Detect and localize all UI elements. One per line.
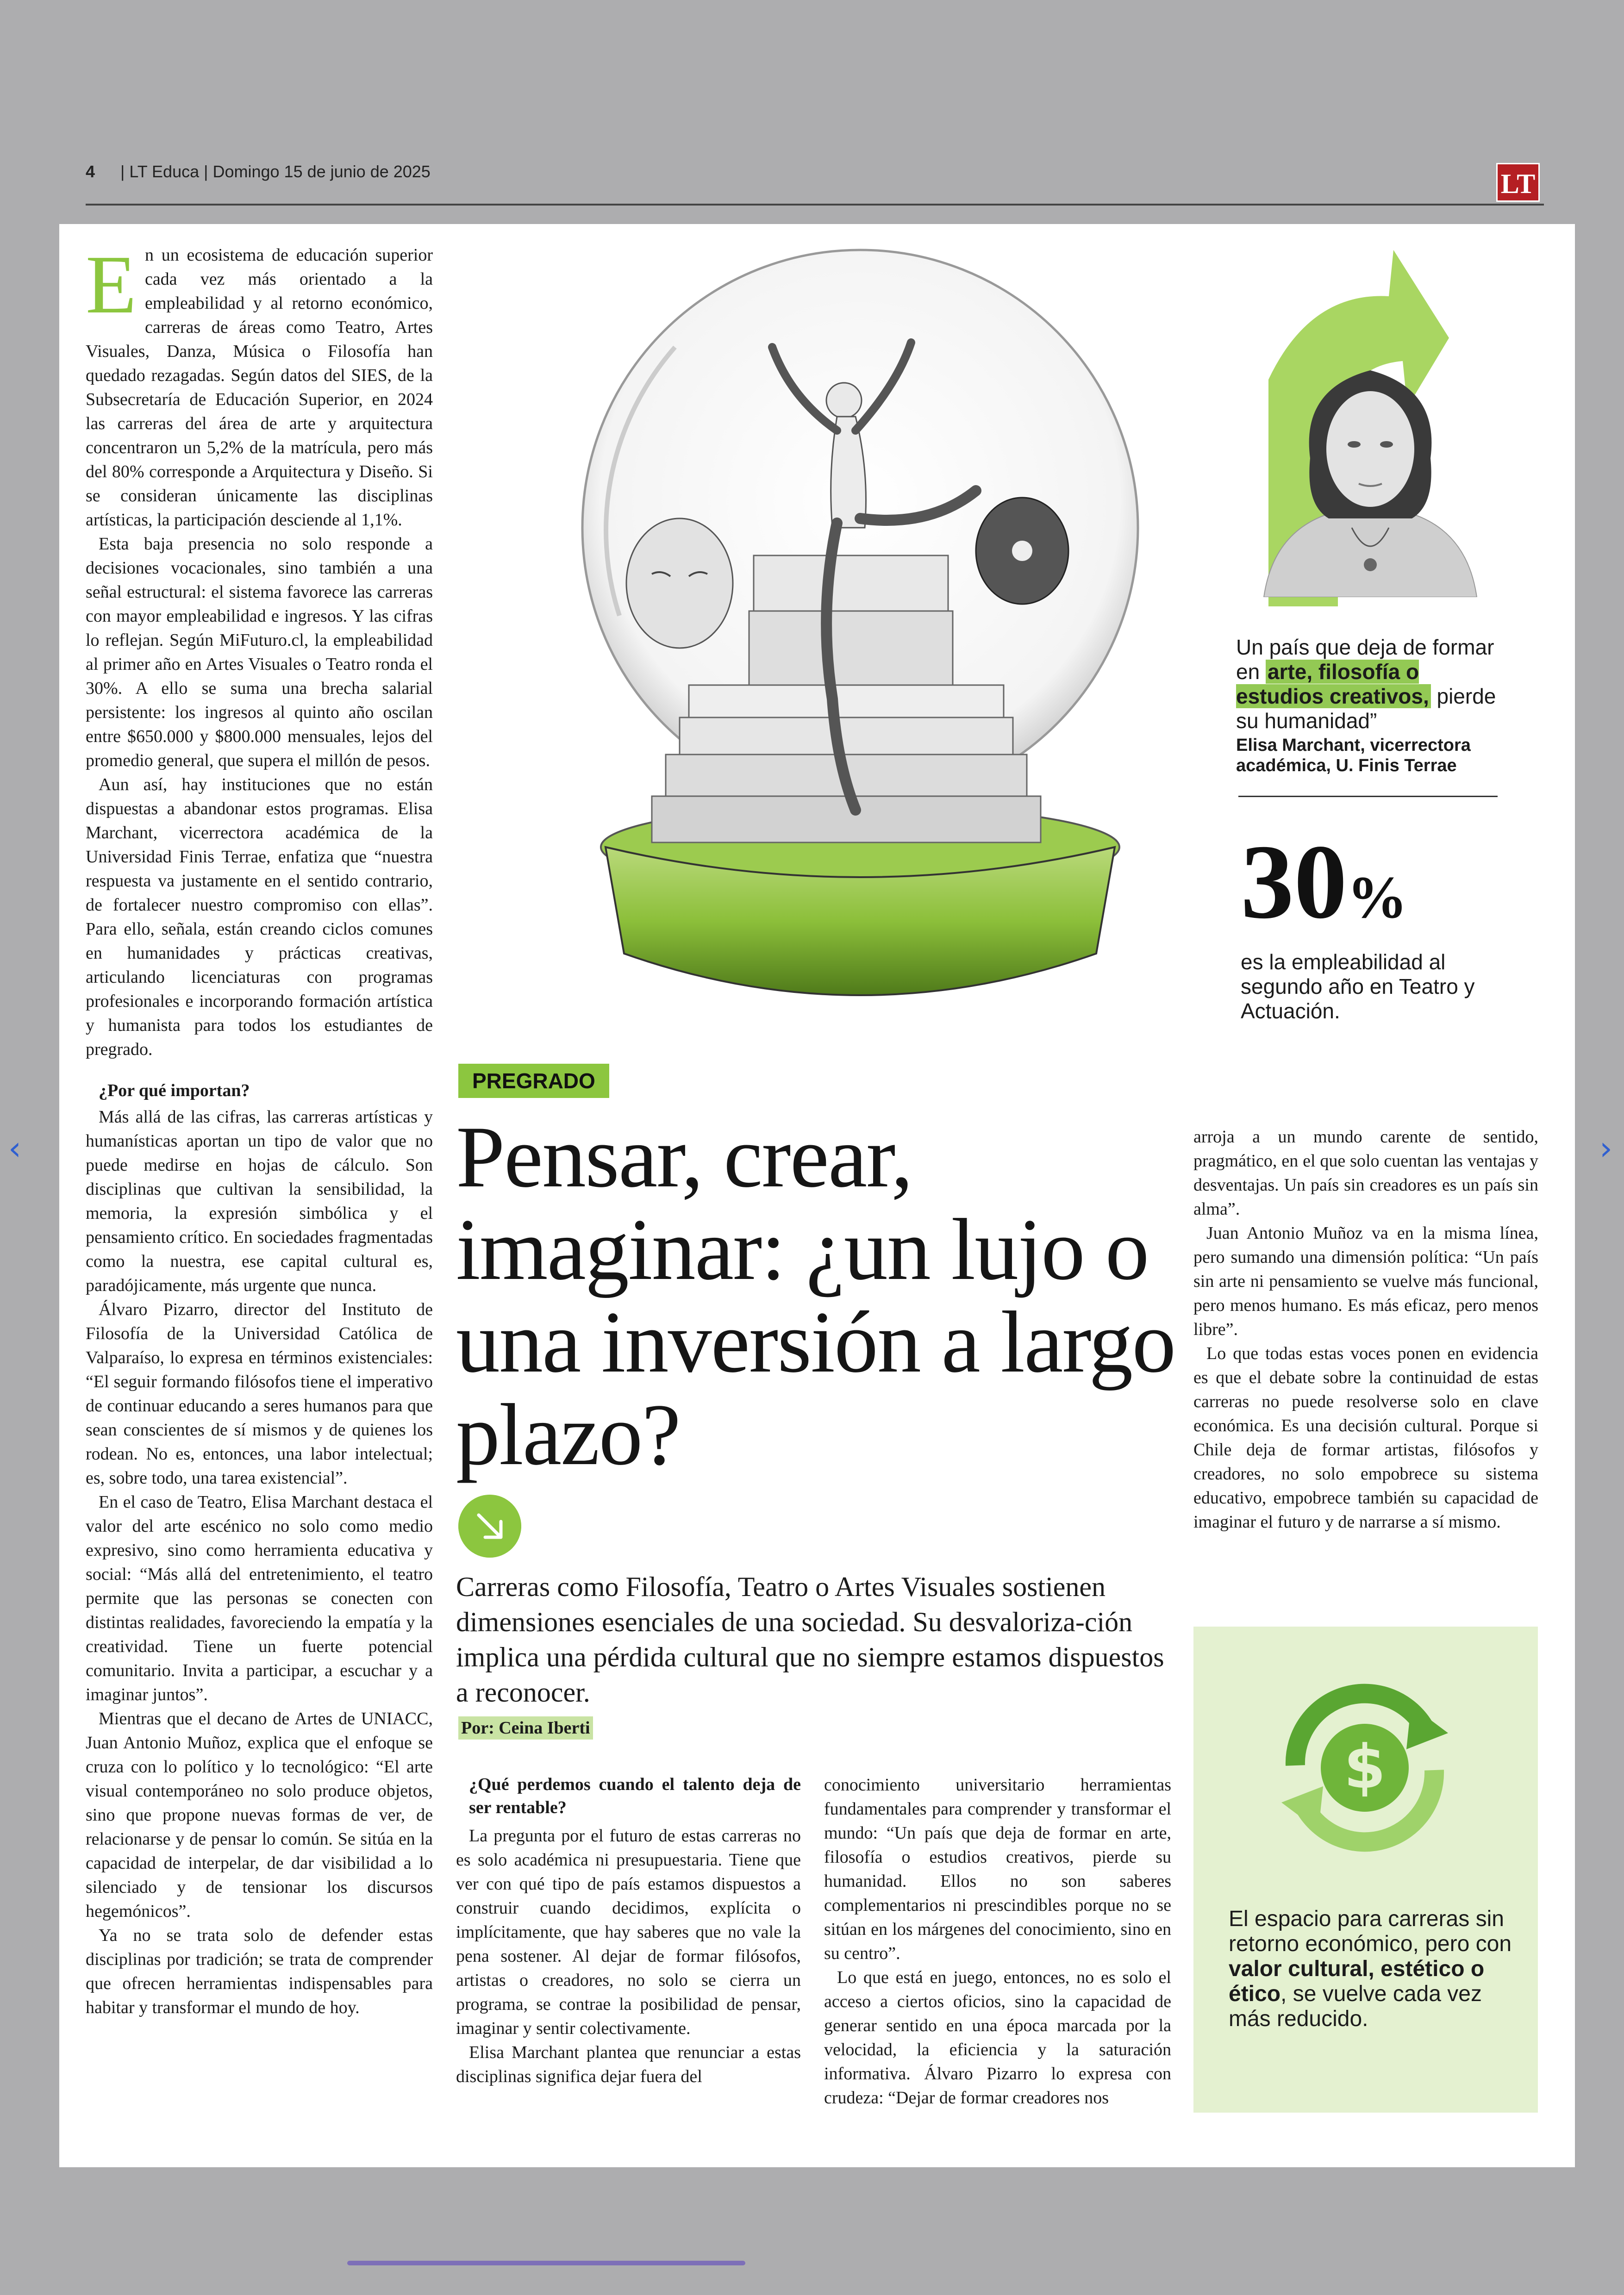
sidebar-text-1: El espacio para carreras sin retorno económico, pero con	[1229, 1907, 1512, 1956]
quote-attribution: Elisa Marchant, vicerrectora académica, U. Finis Terrae	[1236, 736, 1471, 775]
sidebar-text-2: , se vuelve cada vez más reducido.	[1229, 1982, 1482, 2031]
page-number: 4	[86, 162, 95, 181]
sidebar-text-bold: valor cultural, estético o ético	[1229, 1957, 1485, 2006]
paragraph: Aun así, hay instituciones que no están dispuestas a abandonar estos programas. Elisa Marchant, vicerrectora académica de la Universidad Finis Terrae, enfatiza que “nuestra respuesta va justamente en el sentido contrario, de fortalecer nuestro compromiso con ellas”. Para ello, señala, están creando ciclos comunes en humanidades y prácticas creativas, articulando licenciaturas con programas profesionales e incorporando formación artística y humanista para todos los estudiantes de pregrado.	[86, 775, 433, 1059]
section-subhead: ¿Qué perdemos cuando el talento deja de ser rentable?	[469, 1775, 801, 1817]
section-kicker: PREGRADO	[458, 1064, 609, 1098]
paragraph: Lo que está en juego, entonces, no es solo el acceso a ciertos oficios, sino la capacidad de generar sentido en una época marcada por la velocidad, la eficiencia y la saturación informativa. Álvaro Pizarro lo expresa con crudeza: “Dejar de formar creadores nos	[824, 1968, 1171, 2108]
section-dateline: | LT Educa | Domingo 15 de junio de 2025	[120, 162, 431, 181]
paragraph: Elisa Marchant plantea que renunciar a estas disciplinas significa dejar fuera del	[456, 2043, 801, 2086]
paragraph: Más allá de las cifras, las carreras artísticas y humanísticas aportan un tipo de valor que no puede medirse en hojas de cálculo. Son disciplinas que cultivan la sensibilidad, la memoria, la expresión simbólica y el pensamiento crítico. En sociedades fragmentadas como la nuestra, ese capital cultural es, paradójicamente, más urgente que nunca.	[86, 1107, 433, 1295]
column-1	[86, 238, 433, 2020]
stat-number: 30	[1241, 823, 1347, 941]
paragraph: Esta baja presencia no solo responde a decisiones vocacionales, sino también a una señal estructural: el sistema favorece las carreras con mayor empleabilidad e ingresos. Y las cifras lo reflejan. Según MiFuturo.cl, la empleabilidad al primer año en Artes Visuales o Teatro ronda el 30%. A ello se suma una brecha salarial persistente: los ingresos al quinto año oscilan entre $650.000 y $800.000 mensuales, lejos del promedio general, que supera el millón de pesos.	[86, 534, 433, 770]
dropcap: E	[86, 238, 137, 331]
paragraph: Álvaro Pizarro, director del Instituto de Filosofía de la Universidad Católica de Valparaíso, lo expresa en términos existenciales: “El seguir formando filósofos tiene el imperativo de continuar educando a seres humanos para que sean conscientes de sí mismos y de quienes los rodean. No es, entonces, una labor intelectual; es, sobre todo, una tarea existencial”.	[86, 1300, 433, 1488]
column-4	[1193, 1125, 1538, 1534]
portrait-photo	[1236, 352, 1505, 597]
paragraph: En el caso de Teatro, Elisa Marchant destaca el valor del arte escénico no solo como medio expresivo, sino como herramienta educativa y social: “Más allá del entretenimiento, el teatro permite que las personas se conecten con distintas realidades, favoreciendo la empatía y la creatividad. Tiene un fuerte potencial comunitario. Invita a participar, a escuchar y a imaginar juntos”.	[86, 1492, 433, 1704]
quote-text-end: pierde su humanidad”	[1236, 684, 1496, 733]
prev-page-button[interactable]: ‹	[8, 1129, 21, 1167]
paragraph: conocimiento universitario herramientas fundamentales para comprender y transformar el mundo: “Un país que deja de formar en arte, filosofía o estudios creativos, pierde su humanidad. Ellos no son saberes complementarios ni prescindibles porque no se sitúan en los márgenes del conocimiento, sino en su centro”.	[824, 1775, 1171, 1963]
stat-figure	[1241, 823, 1407, 951]
snow-globe-illustration	[513, 231, 1207, 1046]
sidebar-box	[1193, 1627, 1538, 2113]
deck: Carreras como Filosofía, Teatro o Artes Visuales sostienen dimensiones esenciales de una sociedad. Su desvaloriza-ción implica una pérdida cultural que no siempre estamos dispuestos a reconocer.	[456, 1572, 1164, 1708]
stat-unit: %	[1347, 864, 1407, 931]
headline: Pensar, crear, imaginar: ¿un lujo o una inversión a largo plazo?	[456, 1109, 1175, 1484]
page-scrollbar[interactable]	[347, 2261, 745, 2265]
paragraph: Juan Antonio Muñoz va en la misma línea, pero sumando una dimensión política: “Un país sin arte ni pensamiento se vuelve más funcional, pero menos humano. Es más eficaz, pero menos libre”.	[1193, 1223, 1538, 1339]
byline: Por: Ceina Iberti	[458, 1716, 593, 1740]
section-subhead: ¿Por qué importan?	[99, 1081, 250, 1100]
paragraph: Lo que todas estas voces ponen en evidencia es que el debate sobre la continuidad de estas carreras no puede resolverse solo en clave económica. Es una decisión cultural. Porque si Chile deja de formar artistas, filósofos y creadores, no solo empobrece su sistema educativo, empobrece también su capacidad de imaginar el futuro y de narrarse a sí mismo.	[1193, 1344, 1538, 1532]
pull-quote	[1236, 635, 1505, 776]
paragraph: Ya no se trata solo de defender estas disciplinas por tradición; se trata de comprender que ofrecen herramientas indispensables para habitar y transformar el mundo de hoy.	[86, 1926, 433, 2017]
money-cycle-icon	[1249, 1668, 1480, 1867]
lt-logo: LT	[1496, 163, 1540, 202]
column-2	[456, 1773, 801, 2089]
paragraph: n un ecosistema de educación superior cada vez más orientado a la empleabilidad y al retorno económico, carreras de áreas como Teatro, Artes Visuales, Danza, Música o Filosofía han quedado rezagadas. Según datos del SIES, de la Subsecretaría de Educación Superior, en 2024 las carreras del área de arte y arquitectura concentraron un 5,2% de la matrícula, pero más del 80% corresponde a Arquitectura y Diseño. Si se consideran únicamente las disciplinas artísticas, la participación desciende al 1,1%.	[86, 245, 433, 530]
column-3	[824, 1773, 1171, 2110]
quote-highlight: arte, filosofía o estudios creativos,	[1236, 660, 1431, 708]
paragraph: La pregunta por el futuro de estas carreras no es solo académica ni presupuestaria. Tiene que ver con qué tipo de país estamos dispuestos a construir cuando decidimos, explícita o implícitamente, que hay saberes que no vale la pena sostener. Al dejar de formar filósofos, artistas o creadores, no solo se cierra un programa, se contrae la posibilidad de pensar, imaginar y sentir colectivamente.	[456, 1826, 801, 2038]
sidebar-text	[1229, 1907, 1516, 2032]
next-page-button[interactable]: ›	[1599, 1129, 1612, 1167]
stat-caption: es la empleabilidad al segundo año en Teatro y Actuación.	[1241, 950, 1475, 1023]
quote-text: Un país que deja de formar en	[1236, 635, 1494, 684]
quote-divider	[1238, 796, 1498, 797]
paragraph: Mientras que el decano de Artes de UNIACC, Juan Antonio Muñoz, explica que el enfoque se cruza con lo político y lo tecnológico: “El arte visual contemporáneo no solo produce objetos, sino que propone nuevas formas de ver, de relacionarse y de pensar lo común. Se sitúa en la capacidad de interpelar, de dar visibilidad a lo silenciado y de tensionar los discursos hegemónicos”.	[86, 1709, 433, 1921]
page-header	[86, 160, 1544, 206]
header-rule	[86, 204, 1544, 206]
arrow-down-right-icon	[458, 1495, 521, 1558]
paragraph: arroja a un mundo carente de sentido, pragmático, en el que solo cuentan las ventajas y desventajas. Un país sin creadores es un país sin alma”.	[1193, 1127, 1538, 1219]
dollar-sign: $	[1343, 1732, 1386, 1802]
